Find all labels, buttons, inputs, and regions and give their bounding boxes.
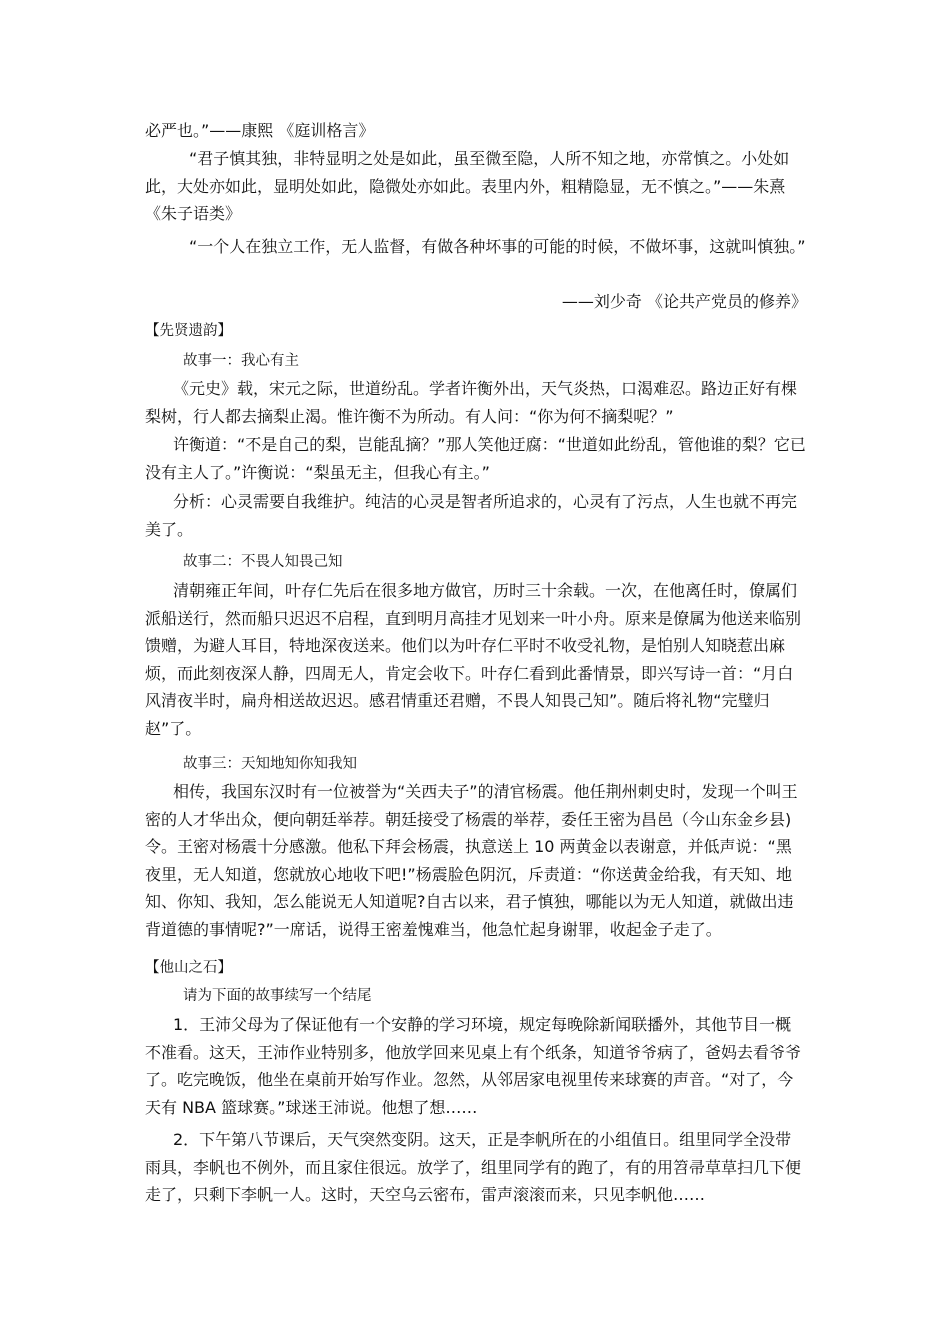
writing-item-1: 1．王沛父母为了保证他有一个安静的学习环境，规定每晚除新闻联播外，其他节目一概不准看。这天，王沛作业特别多，他放学回来见桌上有个纸条，知道爷爷病了，爸妈去看爷爷了。吃完晚饭，他坐在桌前开始写作业。忽然，从邻居家电视里传来球赛的声音。“对了，今天有 NBA 篮球赛。”球迷王沛说。他想了想…… <box>145 1015 802 1117</box>
story3-title: 故事三：天知地知你知我知 <box>183 756 357 772</box>
writing-item-2: 2．下午第八节课后，天气突然变阴。这天，正是李帆所在的小组值日。组里同学全没带雨具，李帆也不例外，而且家住很远。放学了，组里同学有的跑了，有的用笤帚草草扫几下便走了，只剩下李帆一人。这时，天空乌云密布，雷声滚滚而来，只见李帆他…… <box>145 1130 802 1204</box>
section-heading-xianxian: 【先贤遗韵】 <box>145 323 232 339</box>
liushaoqi-quote: “一个人在独立工作，无人监督，有做各种坏事的可能的时候，不做坏事，这就叫慎独。” <box>189 237 806 256</box>
section-heading-tashan: 【他山之石】 <box>145 960 232 976</box>
story2-paragraph: 清朝雍正年间，叶存仁先后在很多地方做官，历时三十余载。一次，在他离任时，僚属们派船送行，然而船只迟迟不启程，直到明月高挂才见划来一叶小舟。原来是僚属为他送来临别馈赠，为避人耳目，特地深夜送来。他们以为叶存仁平时不收受礼物，是怕别人知晓惹出麻烦，而此刻夜深人静，四周无人，肯定会收下。叶存仁看到此番情景，即兴写诗一首：“月白风清夜半时，扁舟相送故迟迟。感君情重还君赠，不畏人知畏己知”。随后将礼物“完璧归赵”了。 <box>145 581 802 738</box>
writing-prompt: 请为下面的故事续写一个结尾 <box>183 988 372 1004</box>
story1-paragraph-2: 许衡道：“不是自己的梨，岂能乱摘？”那人笑他迂腐：“世道如此纷乱，管他谁的梨？它已没有主人了。”许衡说：“梨虽无主，但我心有主。” <box>145 435 806 482</box>
liushaoqi-source: ——刘少奇 《论共产党员的修养》 <box>561 292 807 311</box>
story1-analysis: 分析：心灵需要自我维护。纯洁的心灵是智者所追求的，心灵有了污点，人生也就不再完美了。 <box>145 492 798 539</box>
story3-paragraph: 相传，我国东汉时有一位被誉为“关西夫子”的清官杨震。他任荆州刺史时，发现一个叫王密的人才华出众，便向朝廷举荐。朝廷接受了杨震的举荐，委任王密为昌邑（今山东金乡县)令。王密对杨震十分感激。他私下拜会杨震，执意送上 10 两黄金以表谢意，并低声说：“黑夜里，无人知道，您就放心地收下吧!”杨震脸色阴沉，斥责道：“你送黄金给我，有天知、地知、你知、我知，怎么能说无人知道呢?自古以来，君子慎独，哪能以为无人知道，就做出违背道德的事情呢?”一席话，说得王密羞愧难当，他急忙起身谢罪，收起金子走了。 <box>145 782 798 939</box>
story1-paragraph-1: 《元史》载，宋元之际，世道纷乱。学者许衡外出，天气炎热，口渴难忍。路边正好有棵梨树，行人都去摘梨止渴。惟许衡不为所动。有人问：“你为何不摘梨呢？” <box>145 379 798 426</box>
story1-title: 故事一：我心有主 <box>183 353 299 369</box>
story2-title: 故事二：不畏人知畏己知 <box>183 554 343 570</box>
zhuxi-quote: “君子慎其独，非特显明之处是如此，虽至微至隐，人所不知之地，亦常慎之。小处如此，大处亦如此，显明处如此，隐微处亦如此。表里内外，粗精隐显，无不慎之。”——朱熹《朱子语类》 <box>145 149 790 223</box>
kangxi-quote-tail: 必严也。”——康熙 《庭训格言》 <box>145 121 375 140</box>
